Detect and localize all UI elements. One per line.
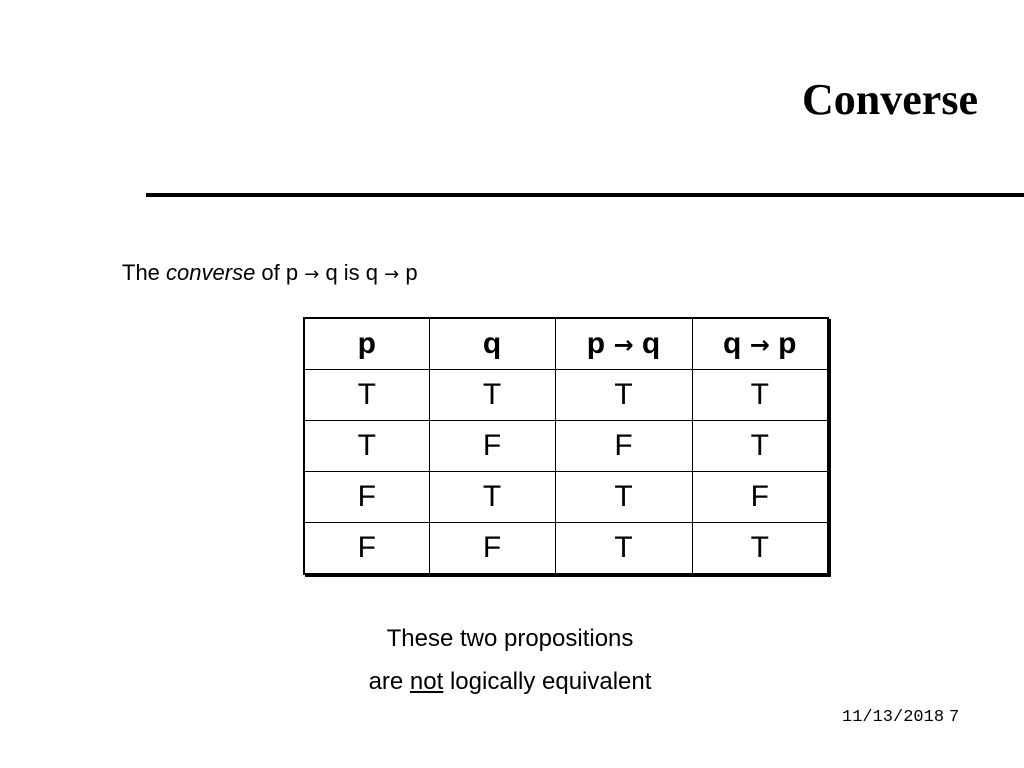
table-header-row (304, 318, 828, 370)
slide-title: Converse (802, 75, 978, 124)
footer-date: 11/13/2018 (842, 708, 945, 727)
table-cell: T (555, 370, 692, 421)
table-cell: F (304, 523, 429, 575)
table-cell: F (304, 472, 429, 523)
header-cell-q: q (429, 318, 555, 370)
slide-number: 7 (949, 708, 960, 727)
table-cell: T (555, 523, 692, 575)
table-cell: T (429, 472, 555, 523)
conclusion-line-2 (300, 667, 720, 697)
intro-mid1: of p (255, 260, 305, 285)
table-cell: F (429, 421, 555, 472)
table-row (304, 523, 828, 575)
implies-arrow-icon: → (304, 264, 320, 285)
table-row (304, 370, 828, 421)
intro-sentence (122, 258, 418, 290)
table-cell: T (692, 370, 828, 421)
table-cell: T (555, 472, 692, 523)
header-cell-q-implies-p: q → p (692, 318, 828, 370)
conclusion-suffix: logically equivalent (443, 668, 652, 695)
table-row (304, 421, 828, 472)
conclusion-line-1: These two propositions (386, 625, 634, 652)
conclusion-emphasis: not (409, 668, 444, 695)
header-cell-p-implies-q: p → q (555, 318, 692, 370)
table-cell: F (692, 472, 828, 523)
intro-mid2: q is q (319, 260, 385, 285)
table-cell: F (429, 523, 555, 575)
truth-table (303, 317, 829, 575)
conclusion-prefix: are (368, 668, 410, 695)
table-cell: T (304, 370, 429, 421)
intro-suffix: p (399, 260, 418, 285)
title-underline-rule (146, 193, 1024, 197)
header-cell-p: p (304, 318, 429, 370)
implies-arrow-icon: → (384, 264, 400, 285)
table-cell: F (555, 421, 692, 472)
table-row (304, 472, 828, 523)
table-cell: T (304, 421, 429, 472)
implies-arrow-icon: → (613, 331, 634, 359)
table-cell: T (692, 523, 828, 575)
intro-prefix: The (122, 260, 167, 285)
implies-arrow-icon: → (749, 331, 770, 359)
table-cell: T (429, 370, 555, 421)
intro-emphasis: converse (166, 260, 256, 285)
table-cell: T (692, 421, 828, 472)
